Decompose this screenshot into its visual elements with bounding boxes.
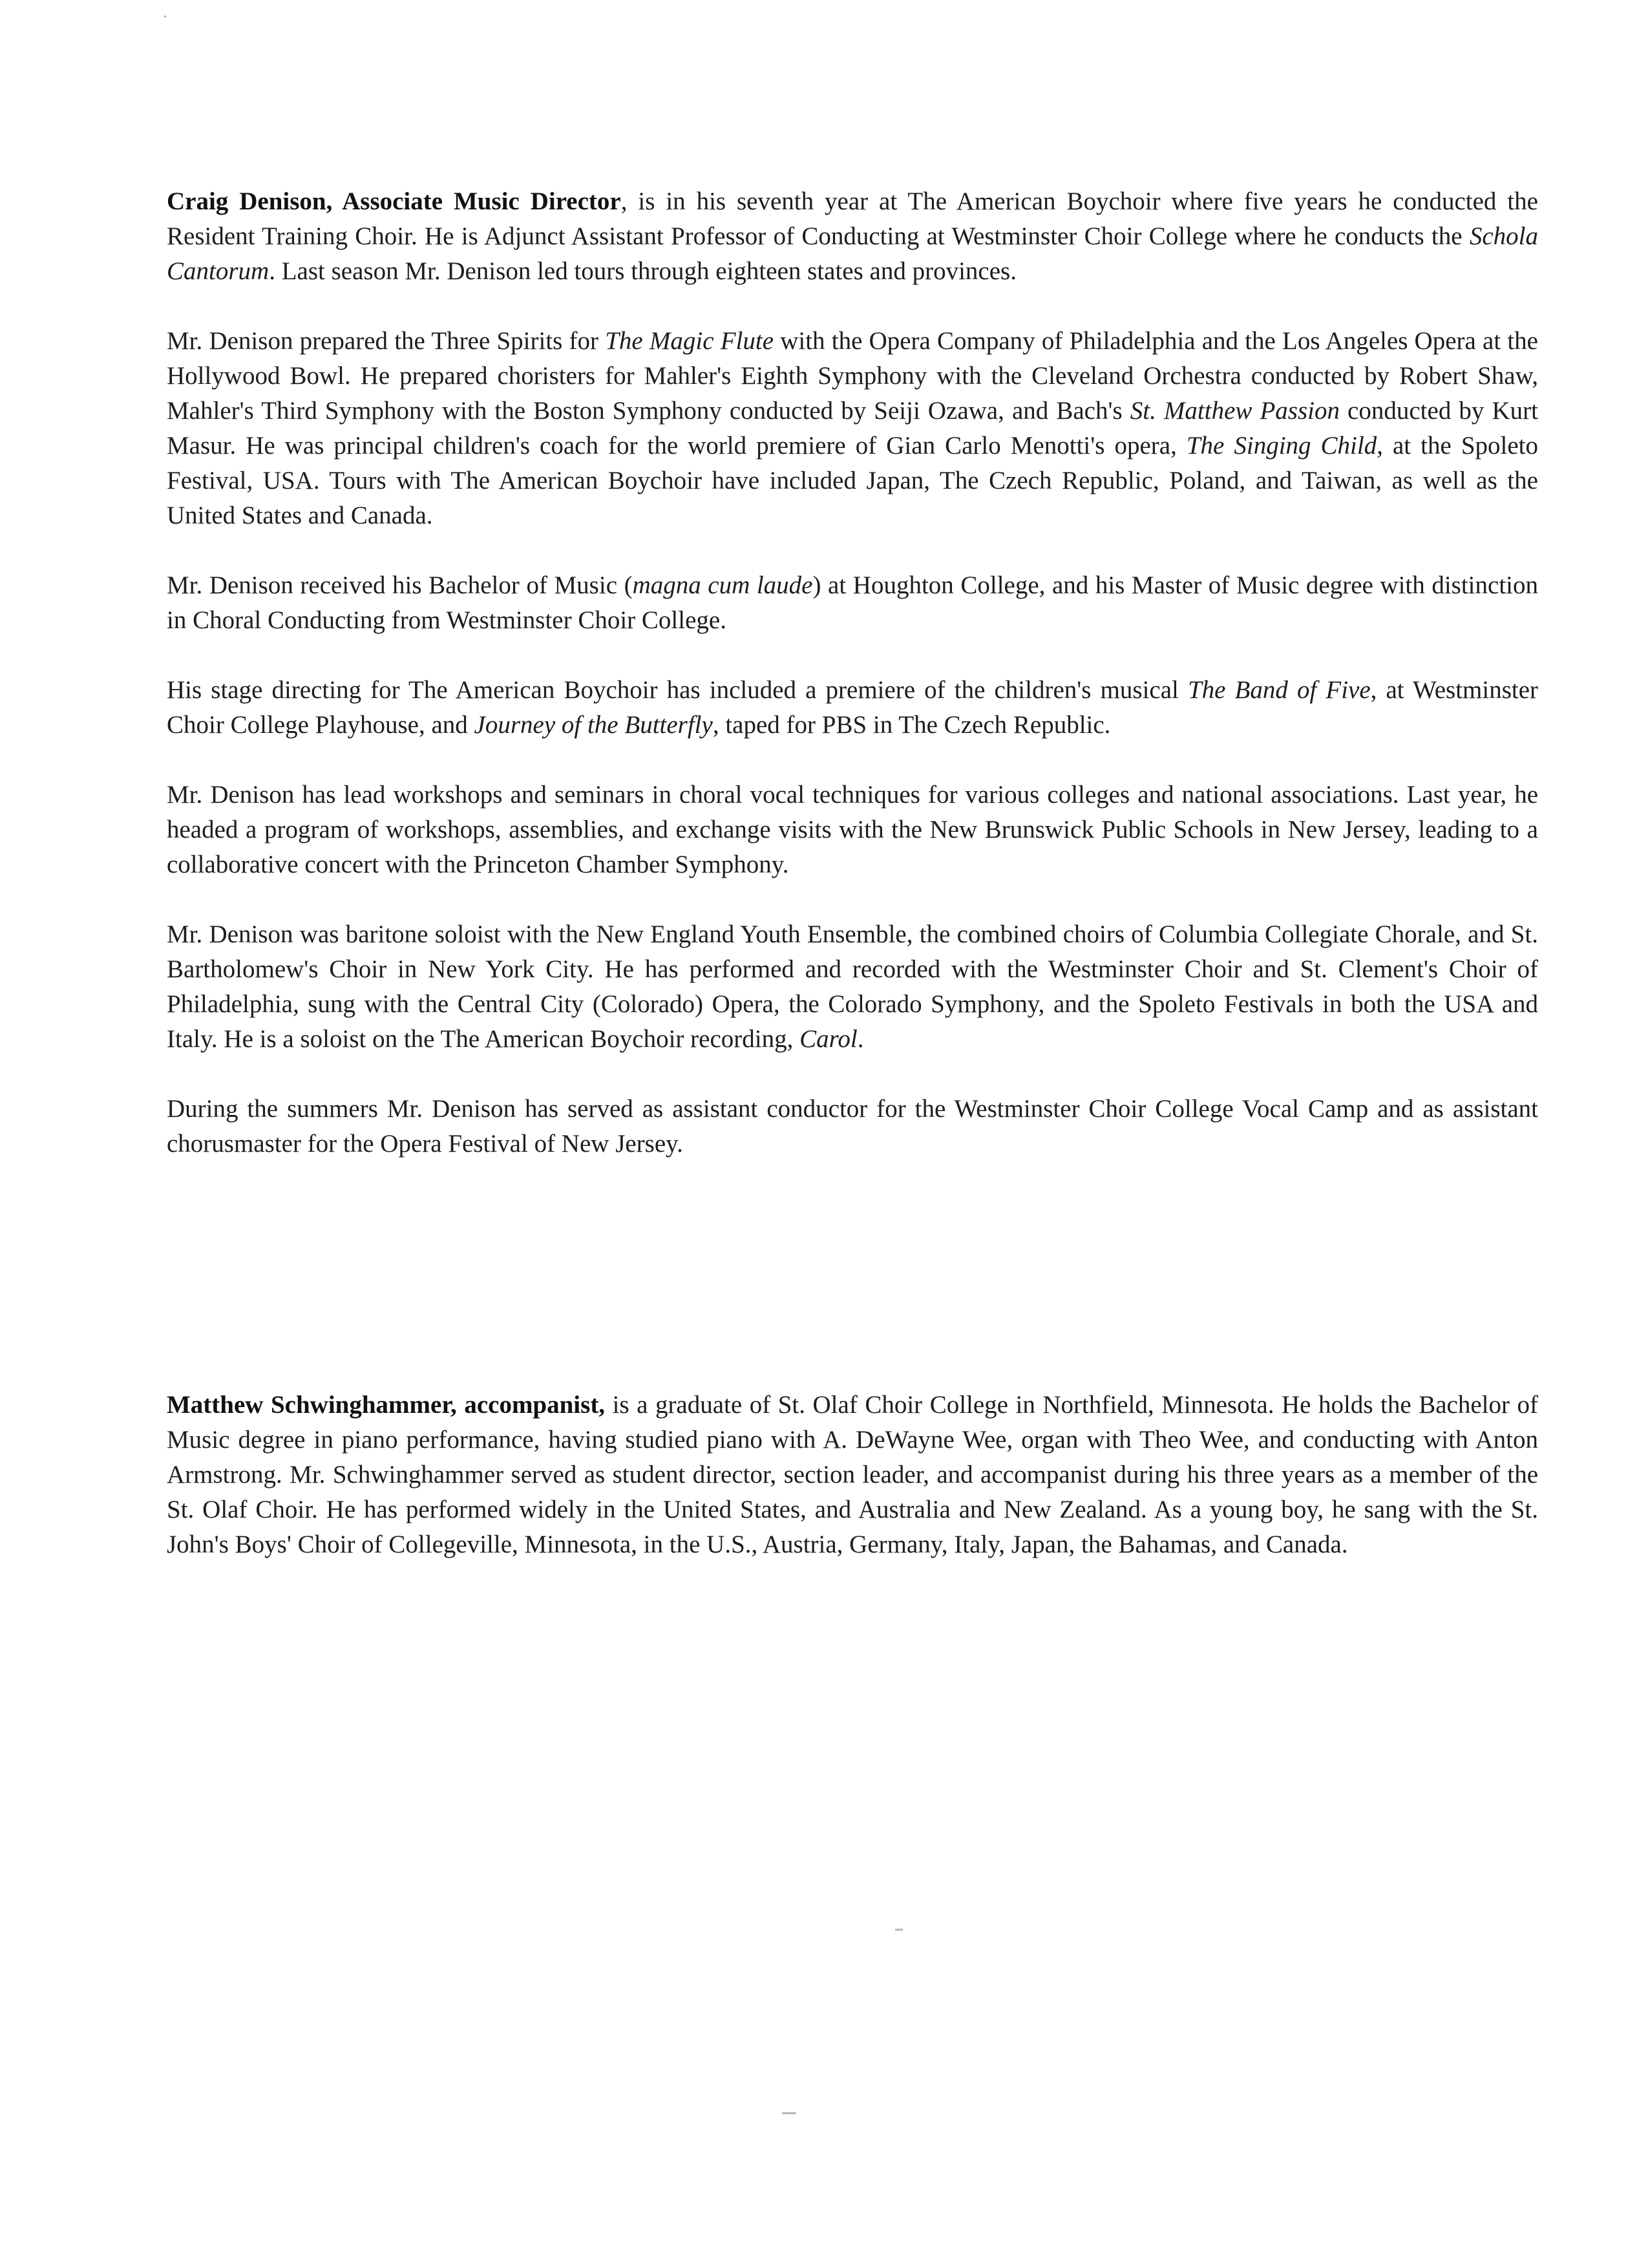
bio-text: , at the Spoleto Festival, USA. Tours with The American Boychoir have included Japan, The Czech Republic, Poland, and Taiwan, as well as the United States and Canada. xyxy=(167,432,1538,529)
bio-paragraph xyxy=(167,673,1538,743)
bio-text: ) at Houghton College, and his Master of Music degree with distinction in Choral Conducting from Westminster Choir College. xyxy=(167,571,1538,634)
scan-speck xyxy=(782,2112,796,2114)
bio-text: His stage directing for The American Boychoir has included a premiere of the children's musical xyxy=(167,676,1188,704)
bio-paragraph xyxy=(167,1388,1538,1562)
bio-name-heading: Matthew Schwinghammer, accompanist, xyxy=(167,1391,606,1419)
work-title: Journey of the Butterfly xyxy=(474,711,713,739)
bio-paragraph xyxy=(167,184,1538,289)
scan-speck xyxy=(164,16,166,17)
bio-text: Mr. Denison has lead workshops and seminars in choral vocal techniques for various colleges and national associations. Last year, he headed a program of workshops, assemblies, and exchange visits with the New Brunswick Public Schools in New Jersey, leading to a collaborative concert with the Princeton Chamber Symphony. xyxy=(167,781,1538,878)
bio-text: Mr. Denison prepared the Three Spirits for xyxy=(167,327,606,355)
bio-paragraph xyxy=(167,1092,1538,1161)
bio-text: , taped for PBS in The Czech Republic. xyxy=(712,711,1111,739)
bio-text: . xyxy=(857,1025,864,1053)
bio-craig-denison xyxy=(167,184,1538,1196)
bio-text: During the summers Mr. Denison has served as assistant conductor for the Westminster Choir College Vocal Camp and as assistant chorusmaster for the Opera Festival of New Jersey. xyxy=(167,1095,1538,1158)
work-title: St. Matthew Passion xyxy=(1130,397,1340,425)
bio-text: with the Opera Company of Philadelphia and the Los Angeles Opera at the Hollywood Bowl. He prepared choristers for Mahler's Eighth Symphony with the Cleveland Orchestra conducted by Robert Shaw, Mahler's Third Symphony with the Boston Symphony conducted by Seiji Ozawa, and Bach's xyxy=(167,327,1538,425)
bio-text: is a graduate of St. Olaf Choir College in Northfield, Minnesota. He holds the Bachelor of Music degree in piano performance, having studied piano with A. DeWayne Wee, organ with Theo Wee, and conducting with Anton Armstrong. Mr. Schwinghammer served as student director, section leader, and accompanist during his three years as a member of the St. Olaf Choir. He has performed widely in the United States, and Australia and New Zealand. As a young boy, he sang with the St. John's Boys' Choir of Collegeville, Minnesota, in the U.S., Austria, Germany, Italy, Japan, the Bahamas, and Canada. xyxy=(167,1391,1538,1558)
bio-text: , is in his seventh year at The American Boychoir where five years he conducted the Resident Training Choir. He is Adjunct Assistant Professor of Conducting at Westminster Choir College where he conducts the xyxy=(167,187,1538,250)
work-title: The Band of Five xyxy=(1187,676,1371,704)
work-title: The Magic Flute xyxy=(605,327,774,355)
bio-paragraph xyxy=(167,778,1538,882)
bio-text: conducted by Kurt Masur. He was principal children's coach for the world premiere of Gian Carlo Menotti's opera, xyxy=(167,397,1538,460)
bio-paragraph xyxy=(167,324,1538,533)
work-title: The Singing Child xyxy=(1186,432,1377,460)
bio-text: . Last season Mr. Denison led tours through eighteen states and provinces. xyxy=(269,257,1017,285)
bio-text: , at Westminster Choir College Playhouse, and xyxy=(167,676,1539,739)
bio-paragraph xyxy=(167,917,1538,1057)
bio-text: Mr. Denison received his Bachelor of Music ( xyxy=(167,571,633,599)
bio-matthew-schwinghammer xyxy=(167,1388,1538,1597)
bio-text: Mr. Denison was baritone soloist with the New England Youth Ensemble, the combined choirs of Columbia Collegiate Chorale, and St. Bartholomew's Choir in New York City. He has performed and recorded with the Westminster Choir and St. Clement's Choir of Philadelphia, sung with the Central City (Colorado) Opera, the Colorado Symphony, and the Spoleto Festivals in both the USA and Italy. He is a soloist on the The American Boychoir recording, xyxy=(167,920,1538,1053)
bio-name-heading: Craig Denison, Associate Music Director xyxy=(167,187,621,215)
work-title: Carol xyxy=(799,1025,858,1053)
work-title: magna cum laude xyxy=(632,571,813,599)
work-title: Schola Cantorum xyxy=(167,222,1538,285)
scan-speck xyxy=(895,1929,903,1931)
bio-paragraph xyxy=(167,568,1538,638)
